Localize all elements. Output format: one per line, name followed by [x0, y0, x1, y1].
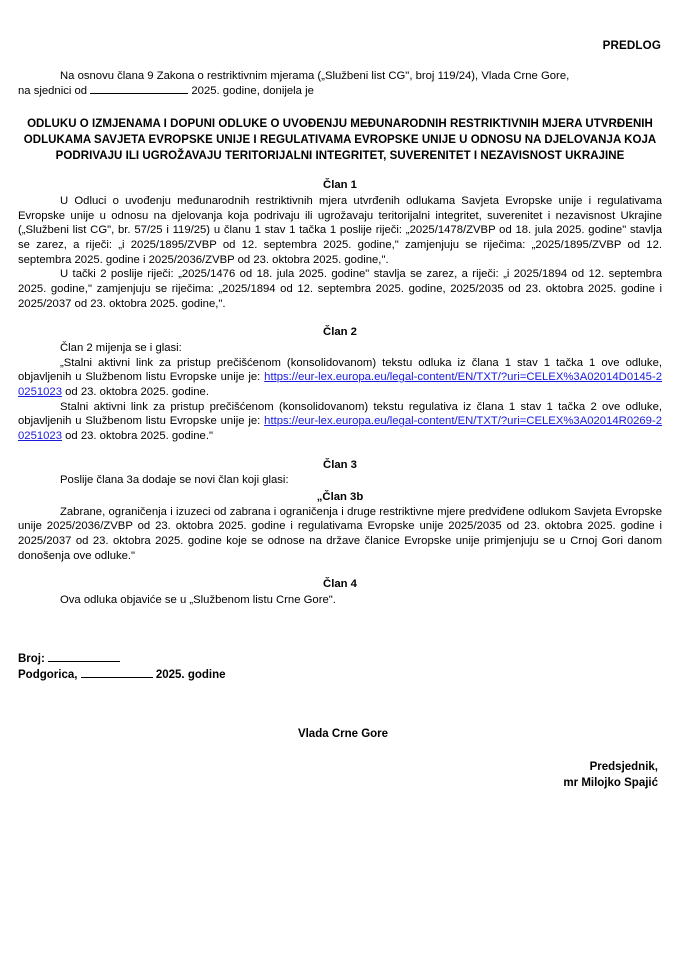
page-title: ODLUKU O IZMJENAMA I DOPUNI ODLUKE O UVOĐENJU MEĐUNARODNIH RESTRIKTIVNIH MJERA UTVRĐENIH ODLUKAMA SAVJETA EVROPSKE UNIJE I REGULATIVAMA EVROPSKE UNIJE U ODNOSU NA DJELOVANJA KOJA PODRIVAJU ILI UGROŽAVAJU TERITORIJALNI INTEGRITET, SUVERENITET I NEZAVISNOST UKRAJINE	[23, 118, 657, 162]
article-3-lead: Poslije člana 3a dodaje se novi član koji glasi:	[60, 474, 289, 487]
article-2-lead: Član 2 mijenja se i glasi:	[60, 342, 182, 354]
eurlex-decision-link[interactable]: https://eur-lex.europa.eu/legal-content/EN/TXT/?uri=CELEX%3A02014D0145-20251023	[18, 371, 662, 399]
document-header-label: PREDLOG	[602, 39, 661, 52]
intro-line-b-suffix: 2025. godine, donijela je	[188, 84, 314, 97]
footer-broj-row	[18, 651, 662, 667]
podgorica-date-blank[interactable]	[81, 677, 153, 678]
article-2-heading: Član 2	[323, 326, 357, 339]
signature-name: mr Milojko Spajić	[563, 777, 658, 790]
article-2-paragraph-1	[18, 356, 662, 400]
article-1-paragraph-1: U Odluci o uvođenju međunarodnih restriktivnih mjera utvrđenih odlukama Savjeta Evropske unije i regulativama Evropske unije u odnosu na djelovanja koja podrivaju ili ugrožavaju teritorijalni integritet, suverenitet i nezavisnost Ukrajine („Službeni list CG", br. 57/25 i 119/25) u članu 1 stav 1 tačka 1 poslije riječi: „2025/1478/ZVBP od 18. jula 2025. godine" stavlja se zarez, a riječi: „i 2025/1895/ZVBP od 12. septembra 2025. godine," zamjenjuju se riječima: „2025/1895/ZVBP od 12. septembra 2025. godine i 2025/2036/ZVBP od 23. oktobra 2025. godine,".	[18, 194, 662, 266]
footer-podgorica-row	[18, 667, 662, 683]
article-4-heading: Član 4	[323, 578, 357, 591]
signature-title: Predsjednik,	[589, 761, 658, 774]
article-2-para-1-after: od 23. oktobra 2025. godine.	[65, 386, 209, 399]
article-2-para-2-before: Stalni aktivni link za pristup prečišćenom (konsolidovanom) tekstu regulativa iz člana 1 stav 1 tačka 2 ove odluke, objavljenih u Službenom listu Evropske unije je:	[18, 400, 662, 428]
article-3b-subheading: „Član 3b	[316, 491, 364, 504]
article-3-heading: Član 3	[323, 458, 357, 471]
article-2-para-2-after: od 23. oktobra 2025. godine."	[65, 430, 213, 443]
podgorica-label: Podgorica,	[18, 669, 78, 682]
intro-date-line	[18, 84, 662, 99]
broj-blank[interactable]	[48, 661, 120, 662]
article-1-paragraph-2: U tački 2 poslije riječi: „2025/1476 od 18. jula 2025. godine" stavlja se zarez, a riječi: „i 2025/1894 od 12. septembra 2025. godine," zamjenjuju se riječima: „2025/1894 od 12. septembra 2025. godine, 2025/2035 od 23. oktobra 2025. godine i 2025/2037 od 23. oktobra 2025. godine,".	[18, 268, 662, 310]
intro-line-b-prefix: na sjednici od	[18, 84, 91, 97]
article-4-paragraph: Ova odluka objaviće se u „Službenom listu Crne Gore".	[60, 594, 336, 607]
session-date-blank[interactable]	[90, 93, 188, 94]
broj-label: Broj:	[18, 652, 45, 665]
article-2-para-1-before: „Stalni aktivni link za pristup prečišćenom (konsolidovanom) tekstu odluka iz člana 1 stav 1 tačka 1 ove odluke, objavljenih u Službenom listu Evropske unije je:	[18, 356, 662, 384]
article-2-paragraph-2	[18, 400, 662, 444]
footer-number-block	[18, 651, 662, 684]
signature-block	[18, 759, 662, 791]
government-name: Vlada Crne Gore	[297, 728, 389, 741]
article-3-paragraph: Zabrane, ograničenja i izuzeci od zabrana i ograničenja i druge restriktivne mjere predviđene odlukom Savjeta Evropske unije 2025/2036/ZVBP od 23. oktobra 2025. godine i regulativama Evropske unije 2025/2035 od 23. oktobra 2025. godine i 2025/2037 od 23. oktobra 2025. godine koje se odnose na države članice Evropske unije primjenjuju se u Crnoj Gori danom donošenja ove odluke."	[18, 505, 662, 562]
intro-paragraph	[18, 69, 662, 84]
podgorica-suffix: 2025. godine	[155, 669, 226, 682]
eurlex-regulation-link[interactable]: https://eur-lex.europa.eu/legal-content/EN/TXT/?uri=CELEX%3A02014R0269-20251023	[18, 415, 662, 443]
intro-line-a: Na osnovu člana 9 Zakona o restriktivnim mjerama („Službeni list CG", broj 119/24), Vlada Crne Gore,	[60, 70, 570, 83]
article-1-heading: Član 1	[323, 179, 357, 192]
